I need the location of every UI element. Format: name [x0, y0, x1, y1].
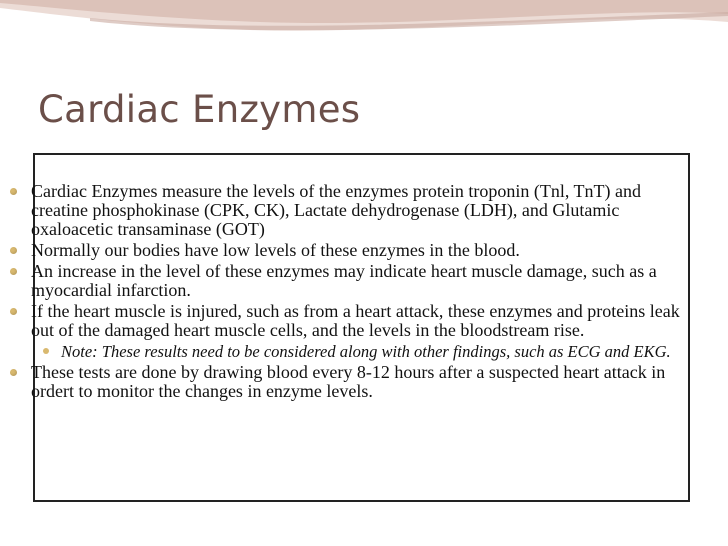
bullet-item: These tests are done by drawing blood every 8-12 hours after a suspected heart attack in ordert to monitor the changes in enzyme levels. — [7, 363, 689, 401]
bullet-item: If the heart muscle is injured, such as from a heart attack, these enzymes and proteins leak out of the damaged heart muscle cells, and the levels in the bloodstream rise. — [7, 302, 689, 340]
bullet-item: An increase in the level of these enzymes may indicate heart muscle damage, such as a myocardial infarction. — [7, 262, 689, 300]
sub-bullet-note: Note: These results need to be considered along with other findings, such as ECG and EKG. — [7, 342, 689, 361]
bullet-item: Cardiac Enzymes measure the levels of the enzymes protein troponin (Tnl, TnT) and creatine phosphokinase (CPK, CK), Lactate dehydrogenase (LDH), and Glutamic oxaloacetic transaminase (GOT) — [7, 182, 689, 239]
bullet-item: Normally our bodies have low levels of these enzymes in the blood. — [7, 241, 689, 260]
bullet-list — [7, 182, 689, 403]
slide-title: Cardiac Enzymes — [38, 88, 361, 131]
header-swoosh-decoration — [0, 0, 728, 80]
